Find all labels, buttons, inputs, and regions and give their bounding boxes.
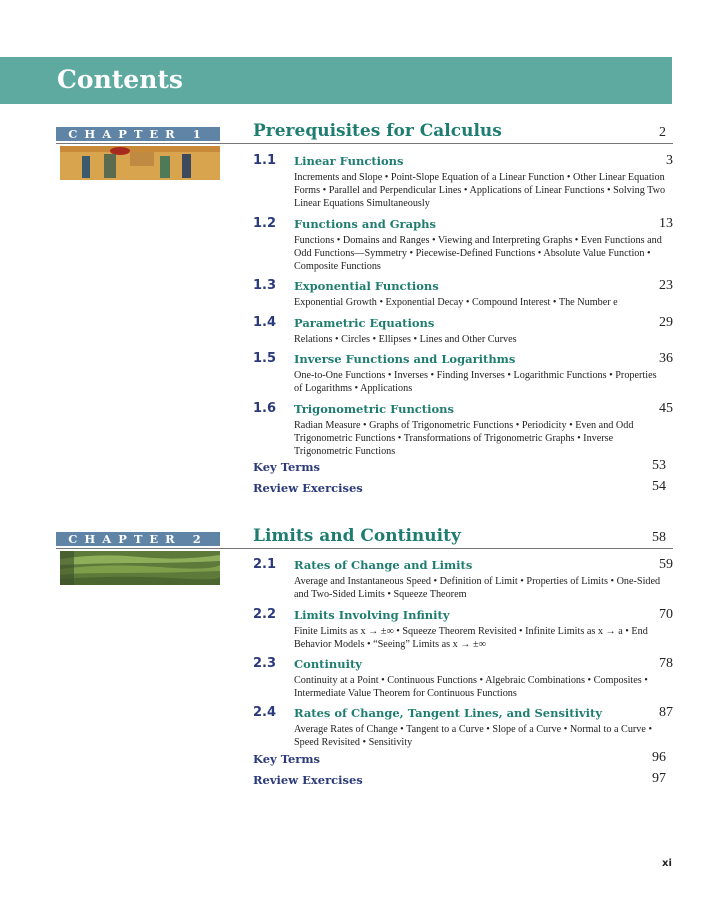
section-page: 29 [659,315,673,330]
section-page: 13 [659,216,673,231]
section-topics: Functions • Domains and Ranges • Viewing and Interpreting Graphs • Even Functions and Odd Functions—Symmetry • Piecewise-Defined Functions • Absolute Value Function • Composite Functions [294,235,662,272]
section-title[interactable]: Limits Involving Infinity [294,608,450,622]
section-topics: Finite Limits as x → ±∞ • Squeeze Theorem Revisited • Infinite Limits as x → a • End Behavior Models • “Seeing” Limits as x → ±∞ [294,626,648,650]
section-number: 1.2 [253,216,277,231]
section-page: 70 [659,607,673,622]
chapter-label: CHAPTER 2 [56,532,220,546]
chapter-label: CHAPTER 1 [56,127,220,141]
page-folio: xi [662,858,672,869]
section-title[interactable]: Parametric Equations [294,316,435,330]
section-number: 2.4 [253,705,277,720]
chapter-page: 2 [659,125,666,140]
section-page: 36 [659,351,673,366]
section-page: 23 [659,278,673,293]
section-number: 2.3 [253,656,277,671]
chapter-2-image [60,551,220,585]
section-title[interactable]: Continuity [294,657,362,671]
chapter-1-image [60,146,220,180]
section-page: 78 [659,656,673,671]
section-topics: Continuity at a Point • Continuous Functions • Algebraic Combinations • Composites • Intermediate Value Theorem for Continuous Functions [294,675,648,699]
section-number: 1.1 [253,153,277,168]
section-topics: Increments and Slope • Point-Slope Equation of a Linear Function • Other Linear Equation Forms • Parallel and Perpendicular Lines • Applications of Linear Functions • Solving Two Linear Equations Simultaneously [294,172,666,209]
review-exercises-page: 54 [652,479,666,494]
section-number: 1.5 [253,351,277,366]
section-page: 3 [666,153,673,168]
chapter-page: 58 [652,530,666,545]
review-exercises-link[interactable]: Review Exercises [253,773,363,787]
section-page: 59 [659,557,673,572]
section-page: 87 [659,705,673,720]
section-topics: One-to-One Functions • Inverses • Finding Inverses • Logarithmic Functions • Properties of Logarithms • Applications [294,370,657,394]
contents-banner [0,57,672,104]
divider [56,143,673,144]
page-title: Contents [57,65,184,94]
key-terms-link[interactable]: Key Terms [253,460,321,474]
divider [56,548,673,549]
section-topics: Exponential Growth • Exponential Decay • Compound Interest • The Number e [294,297,618,308]
section-number: 2.1 [253,557,277,572]
section-number: 1.4 [253,315,277,330]
section-topics: Relations • Circles • Ellipses • Lines and Other Curves [294,334,517,345]
section-title[interactable]: Linear Functions [294,154,404,168]
section-topics: Radian Measure • Graphs of Trigonometric Functions • Periodicity • Even and Odd Trigonometric Functions • Transformations of Trigonometric Graphs • Inverse Trigonometric Functions [294,420,634,457]
chapter-title[interactable]: Prerequisites for Calculus [253,121,502,141]
key-terms-page: 96 [652,750,666,765]
review-exercises-link[interactable]: Review Exercises [253,481,363,495]
section-title[interactable]: Exponential Functions [294,279,439,293]
chapter-title[interactable]: Limits and Continuity [253,526,461,546]
key-terms-page: 53 [652,458,666,473]
section-number: 1.3 [253,278,277,293]
section-topics: Average Rates of Change • Tangent to a Curve • Slope of a Curve • Normal to a Curve • Speed Revisited • Sensitivity [294,724,653,748]
section-title[interactable]: Rates of Change and Limits [294,558,473,572]
section-number: 2.2 [253,607,277,622]
section-title[interactable]: Trigonometric Functions [294,402,454,416]
section-topics: Average and Instantaneous Speed • Definition of Limit • Properties of Limits • One-Sided and Two-Sided Limits • Squeeze Theorem [294,576,661,600]
section-title[interactable]: Rates of Change, Tangent Lines, and Sensitivity [294,706,603,720]
section-page: 45 [659,401,673,416]
section-title[interactable]: Inverse Functions and Logarithms [294,352,516,366]
key-terms-link[interactable]: Key Terms [253,752,321,766]
section-number: 1.6 [253,401,277,416]
review-exercises-page: 97 [652,771,666,786]
section-title[interactable]: Functions and Graphs [294,217,436,231]
